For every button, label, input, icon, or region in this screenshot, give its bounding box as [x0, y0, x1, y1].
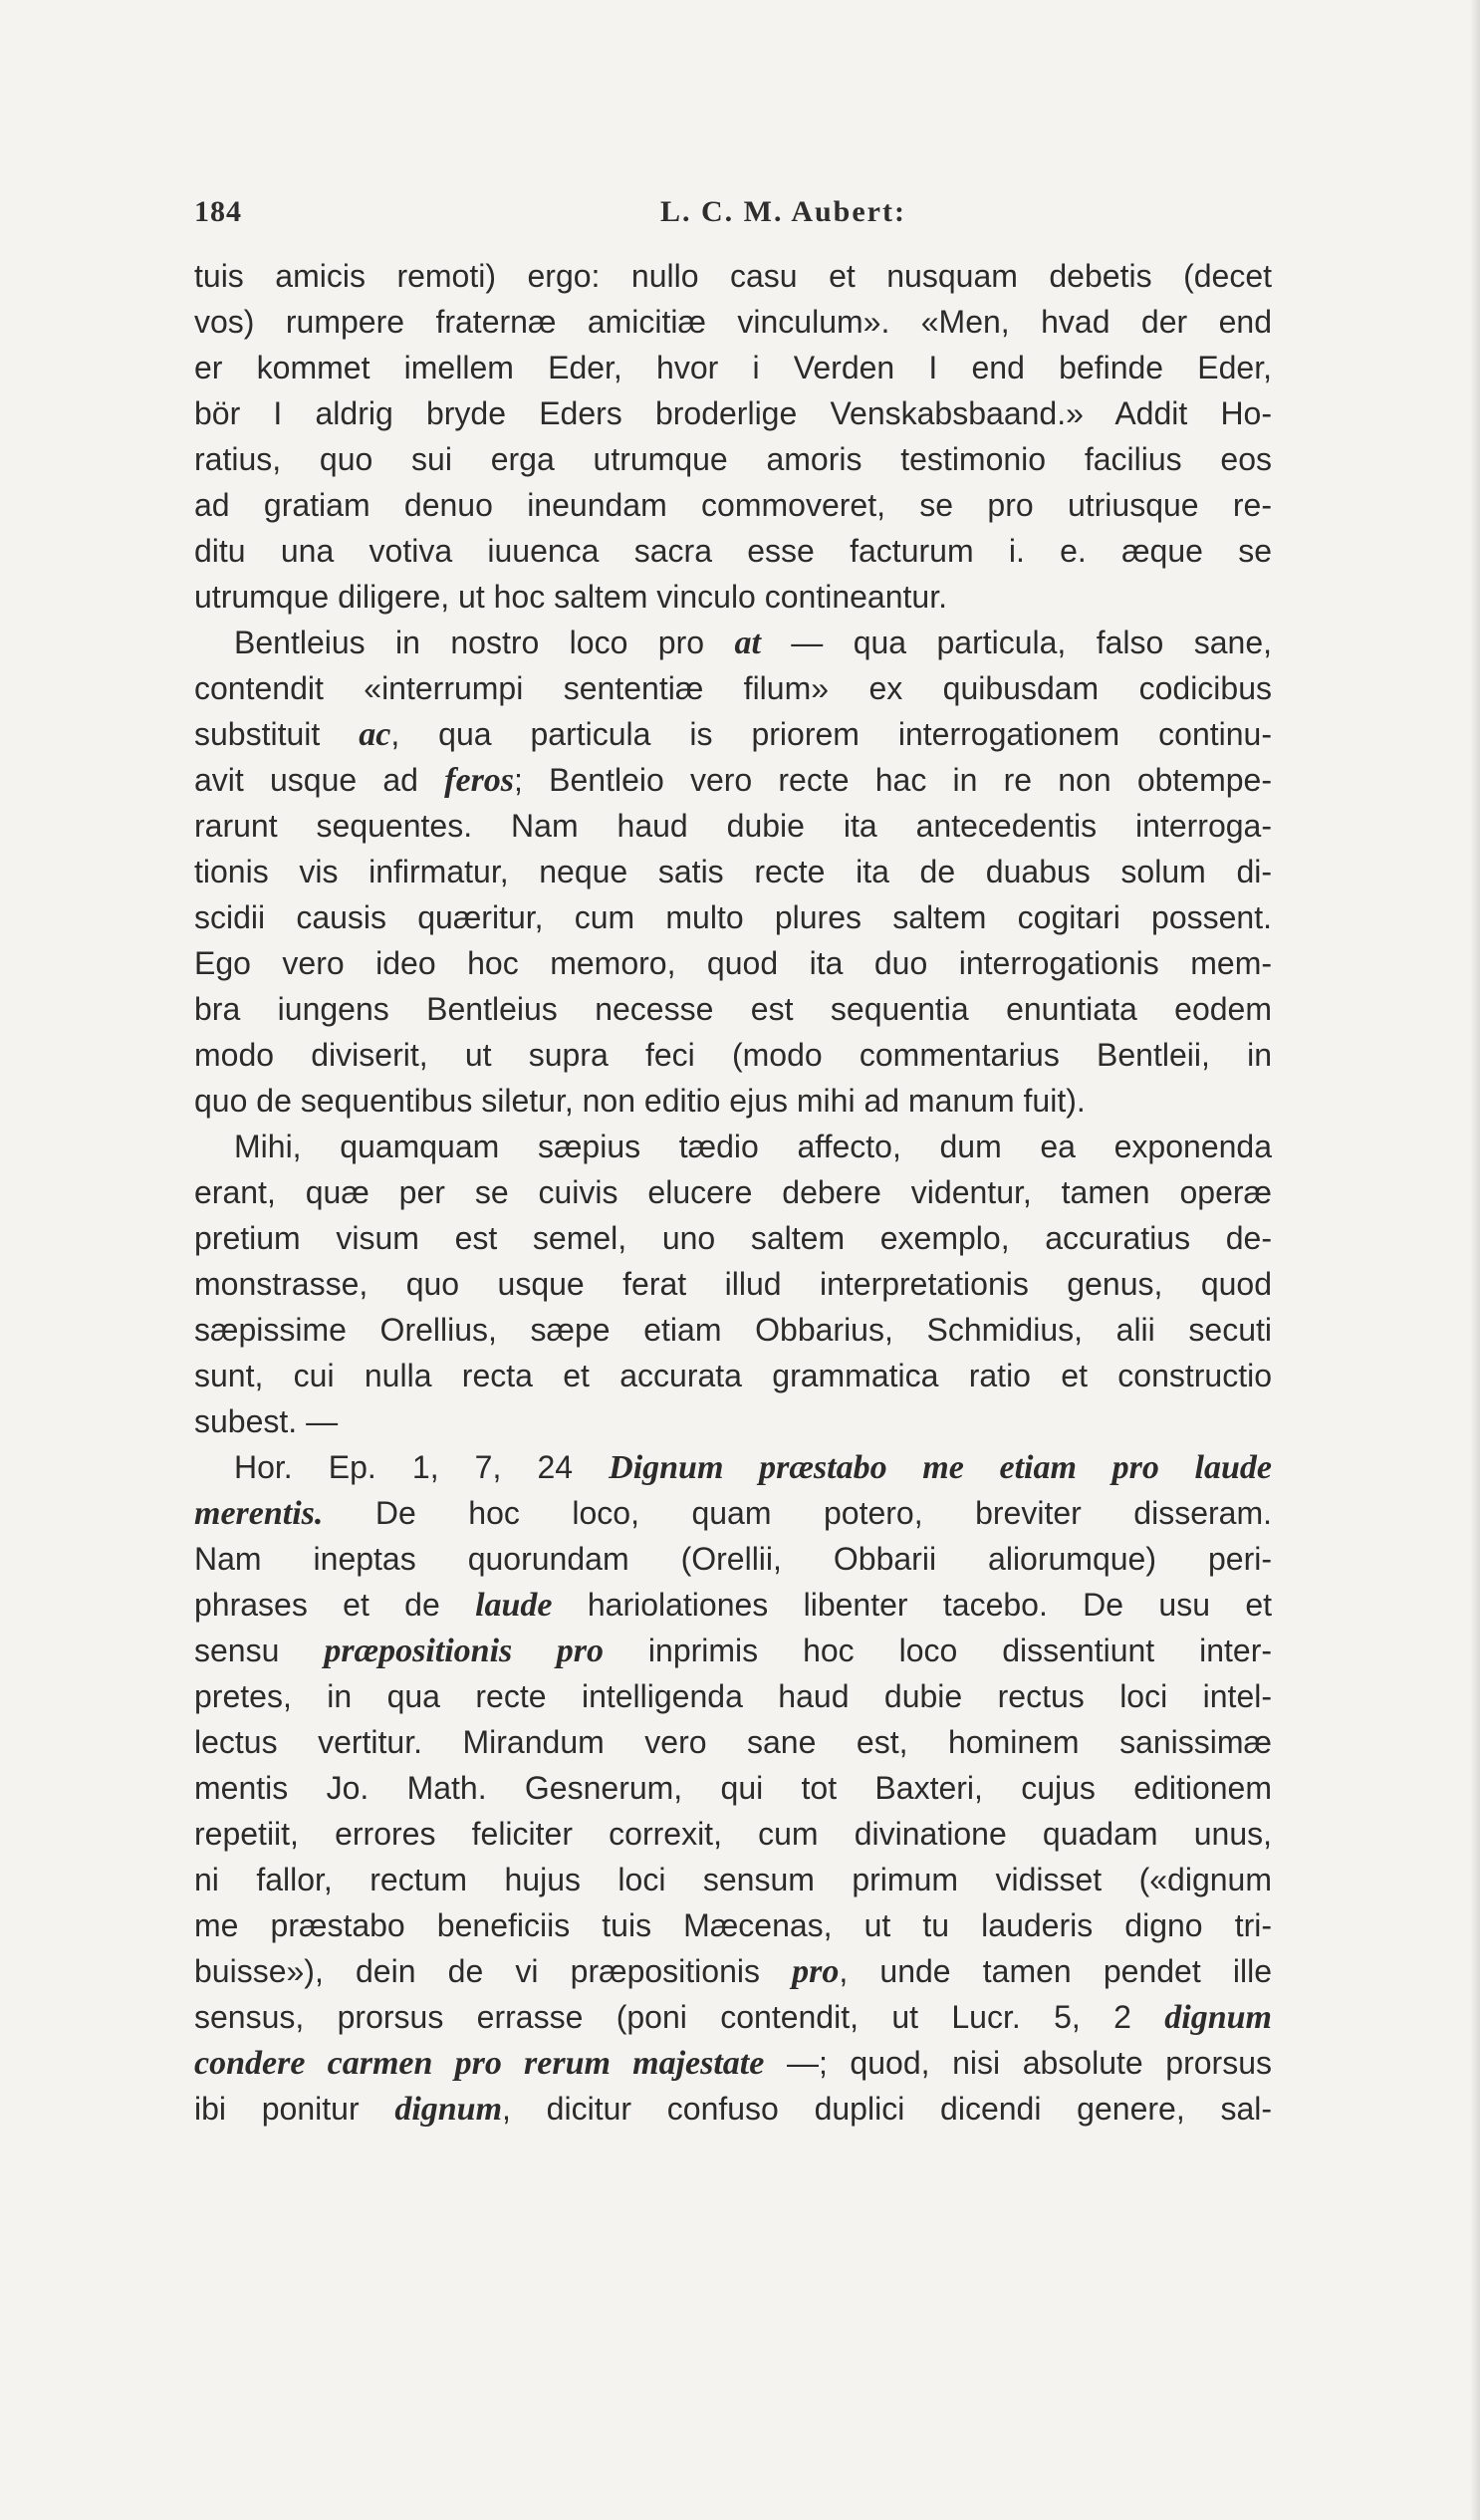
text-line: subest. — — [194, 1403, 339, 1439]
text-run: phrases et de — [194, 1587, 476, 1623]
text-line: tuis amicis remoti) ergo: nullo casu et nusquam debetis (decet — [194, 258, 1272, 294]
text-line: sunt, cui nulla recta et accurata grammatica ratio et constructio — [194, 1358, 1272, 1393]
text-line: Mihi, quamquam sæpius tædio affecto, dum ea exponenda — [234, 1129, 1272, 1164]
body-text — [194, 253, 1272, 2132]
page-header — [194, 195, 1270, 245]
text-line: erant, quæ per se cuivis elucere debere videntur, tamen operæ — [194, 1174, 1272, 1210]
text-line — [194, 711, 1272, 757]
text-line: Ego vero ideo hoc memoro, quod ita duo interrogationis mem- — [194, 945, 1272, 981]
text-run: sensu — [194, 1633, 325, 1668]
text-line: pretium visum est semel, uno saltem exemplo, accuratius de- — [194, 1220, 1272, 1256]
text-line — [194, 1582, 1272, 1628]
text-line: scidii causis quæritur, cum multo plures saltem cogitari possent. — [194, 899, 1272, 935]
italic-text-run: præpositionis pro — [324, 1633, 605, 1669]
text-line — [194, 1490, 1272, 1536]
italic-text-run: merentis. — [194, 1495, 324, 1532]
text-line — [194, 1444, 1272, 1490]
italic-text-run: feros — [444, 762, 515, 799]
italic-text-run: at — [734, 625, 761, 661]
text-line: er kommet imellem Eder, hvor i Verden I end befinde Eder, — [194, 350, 1272, 385]
text-line: Nam ineptas quorundam (Orellii, Obbarii aliorumque) peri- — [194, 1541, 1272, 1577]
text-line: mentis Jo. Math. Gesnerum, qui tot Baxteri, cujus editionem — [194, 1770, 1272, 1806]
running-head: L. C. M. Aubert: — [660, 195, 906, 228]
text-line — [194, 757, 1272, 803]
italic-text-run: ac — [359, 716, 391, 753]
italic-text-run: dignum — [1164, 1999, 1272, 2036]
text-run: substituit — [194, 716, 360, 752]
text-run: , dicitur confuso duplici dicendi genere, sal- — [502, 2091, 1272, 2127]
text-run: hariolationes libenter tacebo. De usu et — [552, 1587, 1272, 1623]
text-run: inprimis hoc loco dissentiunt inter- — [604, 1633, 1273, 1668]
text-line — [194, 1948, 1272, 1994]
text-run: , qua particula is priorem interrogationem continu- — [390, 716, 1273, 752]
text-line: utrumque diligere, ut hoc saltem vinculo contineantur. — [194, 579, 947, 615]
text-run: De hoc loco, quam potero, breviter disseram. — [323, 1495, 1272, 1531]
text-line: bra iungens Bentleius necesse est sequentia enuntiata eodem — [194, 991, 1272, 1027]
italic-text-run: pro — [792, 1953, 840, 1990]
text-line: me præstabo beneficiis tuis Mæcenas, ut tu lauderis digno tri- — [194, 1907, 1272, 1943]
text-line: pretes, in qua recte intelligenda haud dubie rectus loci intel- — [194, 1678, 1272, 1714]
italic-text-run: condere carmen pro rerum majestate — [194, 2045, 765, 2082]
text-line: quo de sequentibus siletur, non editio ejus mihi ad manum fuit). — [194, 1083, 1086, 1119]
text-line: ni fallor, rectum hujus loci sensum primum vidisset («dignum — [194, 1862, 1272, 1897]
text-line: rarunt sequentes. Nam haud dubie ita antecedentis interroga- — [194, 808, 1272, 844]
italic-text-run: dignum — [394, 2091, 503, 2128]
page-number: 184 — [194, 195, 242, 228]
italic-text-run: laude — [475, 1587, 553, 1624]
text-line: repetiit, errores feliciter correxit, cum divinatione quadam unus, — [194, 1816, 1272, 1852]
text-run: ; Bentleio vero recte hac in re non obtempe- — [514, 762, 1273, 798]
text-line: bör I aldrig bryde Eders broderlige Venskabsbaand.» Addit Ho- — [194, 395, 1272, 431]
text-line — [194, 2040, 1272, 2086]
italic-text-run: Dignum præstabo me etiam pro laude — [609, 1449, 1273, 1486]
text-run: Hor. Ep. 1, 7, 24 — [234, 1449, 610, 1485]
text-line: ditu una votiva iuuenca sacra esse facturum i. e. æque se — [194, 533, 1272, 569]
text-line: ad gratiam denuo ineundam commoveret, se pro utriusque re- — [194, 487, 1272, 523]
text-run: buisse»), dein de vi præpositionis — [194, 1953, 793, 1989]
text-line: contendit «interrumpi sententiæ filum» ex quibusdam codicibus — [194, 670, 1272, 706]
text-run: Bentleius in nostro loco pro — [234, 625, 735, 660]
text-line: sæpissime Orellius, sæpe etiam Obbarius, Schmidius, alii secuti — [194, 1312, 1272, 1348]
text-line: vos) rumpere fraternæ amicitiæ vinculum». «Men, hvad der end — [194, 304, 1272, 340]
text-line — [194, 1628, 1272, 1673]
text-line — [194, 620, 1272, 665]
text-line: modo diviserit, ut supra feci (modo commentarius Bentleii, in — [194, 1037, 1272, 1073]
text-run: — qua particula, falso sane, — [760, 625, 1272, 660]
text-run: sensus, prorsus errasse (poni contendit, ut Lucr. 5, 2 — [194, 1999, 1165, 2035]
text-run: —; quod, nisi absolute prorsus — [764, 2045, 1272, 2081]
page-edge-shadow — [1470, 0, 1480, 2520]
text-run: avit usque ad — [194, 762, 445, 798]
text-line: tionis vis infirmatur, neque satis recte ita de duabus solum di- — [194, 854, 1272, 889]
text-line — [194, 2086, 1272, 2132]
text-line — [194, 1994, 1272, 2040]
text-line: ratius, quo sui erga utrumque amoris testimonio facilius eos — [194, 441, 1272, 477]
text-run: , unde tamen pendet ille — [839, 1953, 1273, 1989]
text-run: ibi ponitur — [194, 2091, 395, 2127]
text-line: lectus vertitur. Mirandum vero sane est, hominem sanissimæ — [194, 1724, 1272, 1760]
text-line: monstrasse, quo usque ferat illud interpretationis genus, quod — [194, 1266, 1272, 1302]
